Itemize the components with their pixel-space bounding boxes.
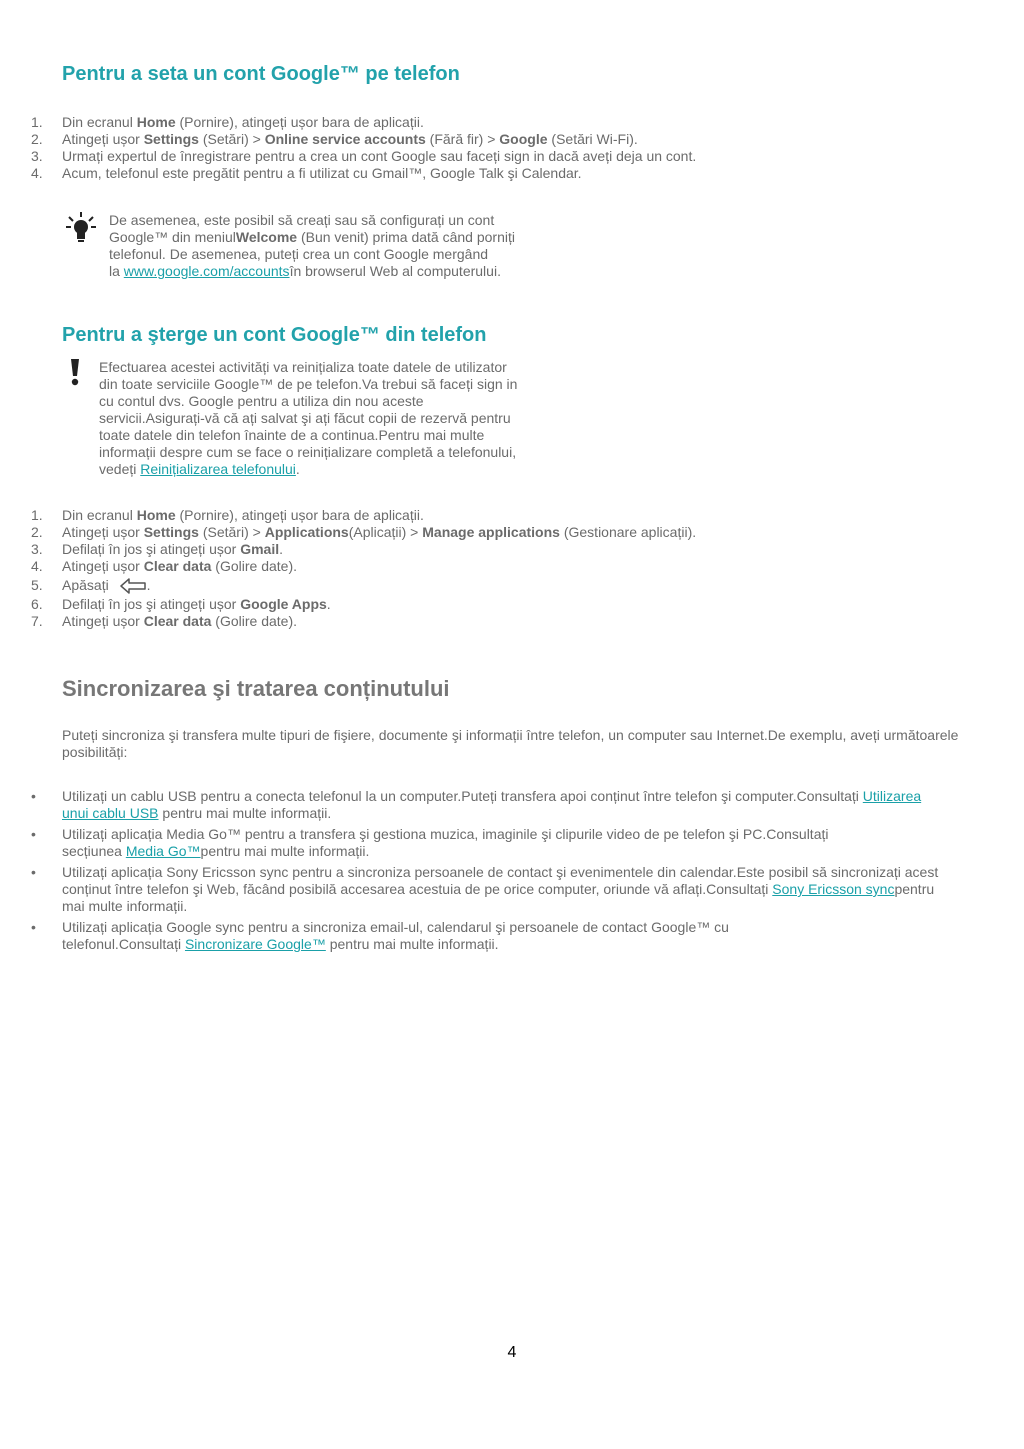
section-title-setup-google-account: Pentru a seta un cont Google™ pe telefon (62, 63, 460, 85)
sync-options-list (0, 788, 1000, 957)
list-item: 2. Atingeți ușor Settings (Setări) > Applications(Aplicații) > Manage applications (Gestionare aplicații). (31, 524, 697, 540)
section-title-sync: Sincronizarea şi tratarea conținutului (62, 676, 450, 701)
google-accounts-link[interactable]: www.google.com/accounts (123, 263, 290, 279)
list-item: 3. Urmați expertul de înregistrare pentru a crea un cont Google sau faceți sign in dacă aveți deja un cont. (31, 148, 697, 164)
list-item: • Utilizați aplicația Sony Ericsson sync pentru a sincroniza persoanele de contact şi evenimentele din calendar.Este posibil să sincronizați acest conținut între telefon şi Web, făcând posibilă accesarea acestuia de pe orice computer, oriunde vă aflați.Consultați Sony Ericsson syncpentru mai multe informații. (31, 864, 939, 914)
warning-icon (68, 357, 82, 387)
list-item: • Utilizați aplicația Google sync pentru a sincroniza email-ul, calendarul şi persoanele de contact Google™ cu telefonul.Consultați Sincronizare Google™ pentru mai multe informații. (31, 919, 729, 952)
list-item: 4. Acum, telefonul este pregătit pentru a fi utilizat cu Gmail™, Google Talk şi Calendar. (31, 165, 582, 181)
list-item: 1. Din ecranul Home (Pornire), atingeți ușor bara de aplicații. (31, 507, 424, 523)
list-item: 4. Atingeți ușor Clear data (Golire date). (31, 558, 298, 574)
back-arrow-icon (119, 577, 147, 595)
page-number: 4 (507, 1344, 517, 1361)
list-item: • Utilizați un cablu USB pentru a conecta telefonul la un computer.Puteți transfera apoi conținut între telefon şi computer.Consultați Utilizarea unui cablu USB pentru mai multe informații. (31, 788, 922, 821)
warning-note: Efectuarea acestei activități va reinițializa toate datele de utilizator din toate serviciile Google™ de pe telefon.Va trebui să faceți sign in cu contul dvs. Google pentru a utiliza din nou aceste servicii.Asigurați-vă că ați salvat şi ați făcut copii de rezervă pentru toate datele din telefon înainte de a continua.Pentru mai multe informații despre cum se face o reinițializare completă a telefonului, vedeți Reinițializarea telefonului. (99, 359, 518, 477)
setup-steps-list (0, 114, 1000, 182)
tip-note: De asemenea, este posibil să creați sau să configurați un cont Google™ din meniulWelcome (Bun venit) prima dată când porniți telefonul. De asemenea, puteți crea un cont Google mergând la www.google.com/accountsîn browserul Web al computerului. (109, 212, 515, 279)
reset-phone-link[interactable]: Reinițializarea telefonului (140, 461, 296, 477)
delete-steps-list (0, 507, 1000, 630)
sony-ericsson-sync-link[interactable]: Sony Ericsson sync (772, 881, 895, 897)
bullet-icon: • (31, 788, 36, 804)
google-sync-link[interactable]: Sincronizare Google™ (184, 936, 326, 952)
list-item: 7. Atingeți ușor Clear data (Golire date). (31, 613, 298, 629)
list-item: 3. Defilați în jos şi atingeți ușor Gmail. (31, 541, 283, 557)
list-item: 1. Din ecranul Home (Pornire), atingeți ușor bara de aplicații. (31, 114, 424, 130)
list-item: 6. Defilați în jos şi atingeți ușor Google Apps. (31, 596, 331, 612)
section-title-delete-google-account: Pentru a şterge un cont Google™ din telefon (62, 324, 487, 346)
bullet-icon: • (31, 826, 36, 842)
list-item: 2. Atingeți ușor Settings (Setări) > Online service accounts (Fără fir) > Google (Setări Wi-Fi). (31, 131, 638, 147)
lightbulb-tip-icon (64, 210, 98, 244)
media-go-link[interactable]: Media Go™ (125, 843, 201, 859)
list-item: 5. Apăsați . (0, 575, 1000, 596)
list-item: • Utilizați aplicația Media Go™ pentru a transfera şi gestiona muzica, imaginile şi clipurile video de pe telefon şi PC.Consultați secțiunea Media Go™pentru mai multe informații. (31, 826, 829, 859)
bullet-icon: • (31, 919, 36, 935)
usb-cable-link[interactable]: Utilizarea unui cablu USB (62, 788, 922, 821)
sync-intro-paragraph: Puteți sincroniza şi transfera multe tipuri de fişiere, documente şi informații între telefon, un computer sau Internet.De exemplu, aveți următoarele posibilități: (62, 727, 959, 760)
bullet-icon: • (31, 864, 36, 880)
